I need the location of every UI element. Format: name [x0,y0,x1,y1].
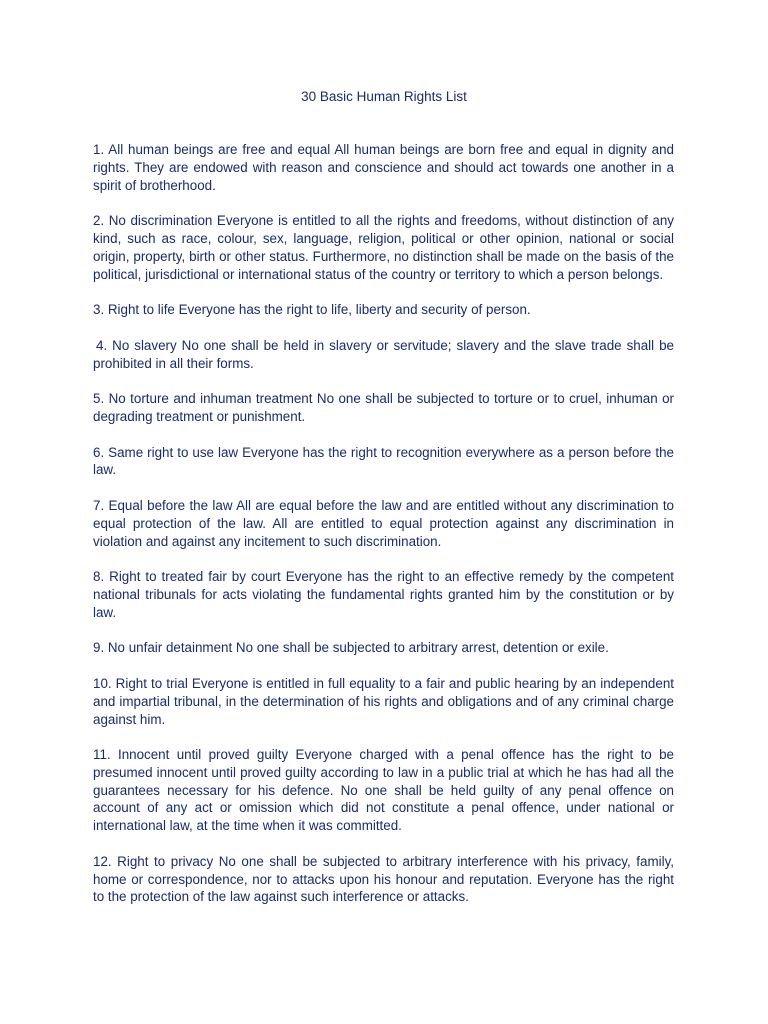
paragraph-right-8: 8. Right to treated fair by court Everyone has the right to an effective remedy by the competent national tribunals for acts violating the fundamental rights granted him by the constitution or by law. [93,569,674,620]
paragraph-right-4: 4. No slavery No one shall be held in slavery or servitude; slavery and the slave trade shall be prohibited in all their forms. [93,337,674,371]
paragraph-right-7: 7. Equal before the law All are equal before the law and are entitled without any discrimination to equal protection of the law. All are entitled to equal protection against any discrimination in violation and against any incitement to such discrimination. [93,497,674,549]
paragraph-right-12: 12. Right to privacy No one shall be subjected to arbitrary interference with his privacy, family, home or correspondence, nor to attacks upon his honour and reputation. Everyone has the right to the protection of the law against such interference or attacks. [93,853,674,905]
paragraph-right-3: 3. Right to life Everyone has the right to life, liberty and security of person. [93,302,531,318]
paragraph-right-5: 5. No torture and inhuman treatment No one shall be subjected to torture or to cruel, inhuman or degrading treatment or punishment. [93,391,674,424]
paragraph-right-2: 2. No discrimination Everyone is entitled to all the rights and freedoms, without distinction of any kind, such as race, colour, sex, language, religion, political or other opinion, national or social origin, property, birth or other status. Furthermore, no distinction shall be made on the basis of the political, jurisdictional or international status of the country or territory to which a person belongs. [93,213,674,282]
paragraph-right-6: 6. Same right to use law Everyone has the right to recognition everywhere as a person before the law. [93,444,674,478]
paragraph-right-10: 10. Right to trial Everyone is entitled in full equality to a fair and public hearing by an independent and impartial tribunal, in the determination of his rights and obligations and of any criminal charge against him. [93,675,674,727]
document-title: 30 Basic Human Rights List [301,89,467,104]
paragraph-right-11: 11. Innocent until proved guilty Everyone charged with a penal offence has the right to be presumed innocent until proved guilty according to law in a public trial at which he has had all the guarantees necessary for his defence. No one shall be held guilty of any penal offence on account of any act or omission which did not constitute a penal offence, under national or international law, at the time when it was committed. [93,747,674,834]
paragraph-right-9: 9. No unfair detainment No one shall be subjected to arbitrary arrest, detention or exile. [93,640,609,656]
document-body [93,141,674,924]
paragraph-right-1: 1. All human beings are free and equal All human beings are born free and equal in dignity and rights. They are endowed with reason and conscience and should act towards one another in a spirit of brotherhood. [93,142,674,193]
